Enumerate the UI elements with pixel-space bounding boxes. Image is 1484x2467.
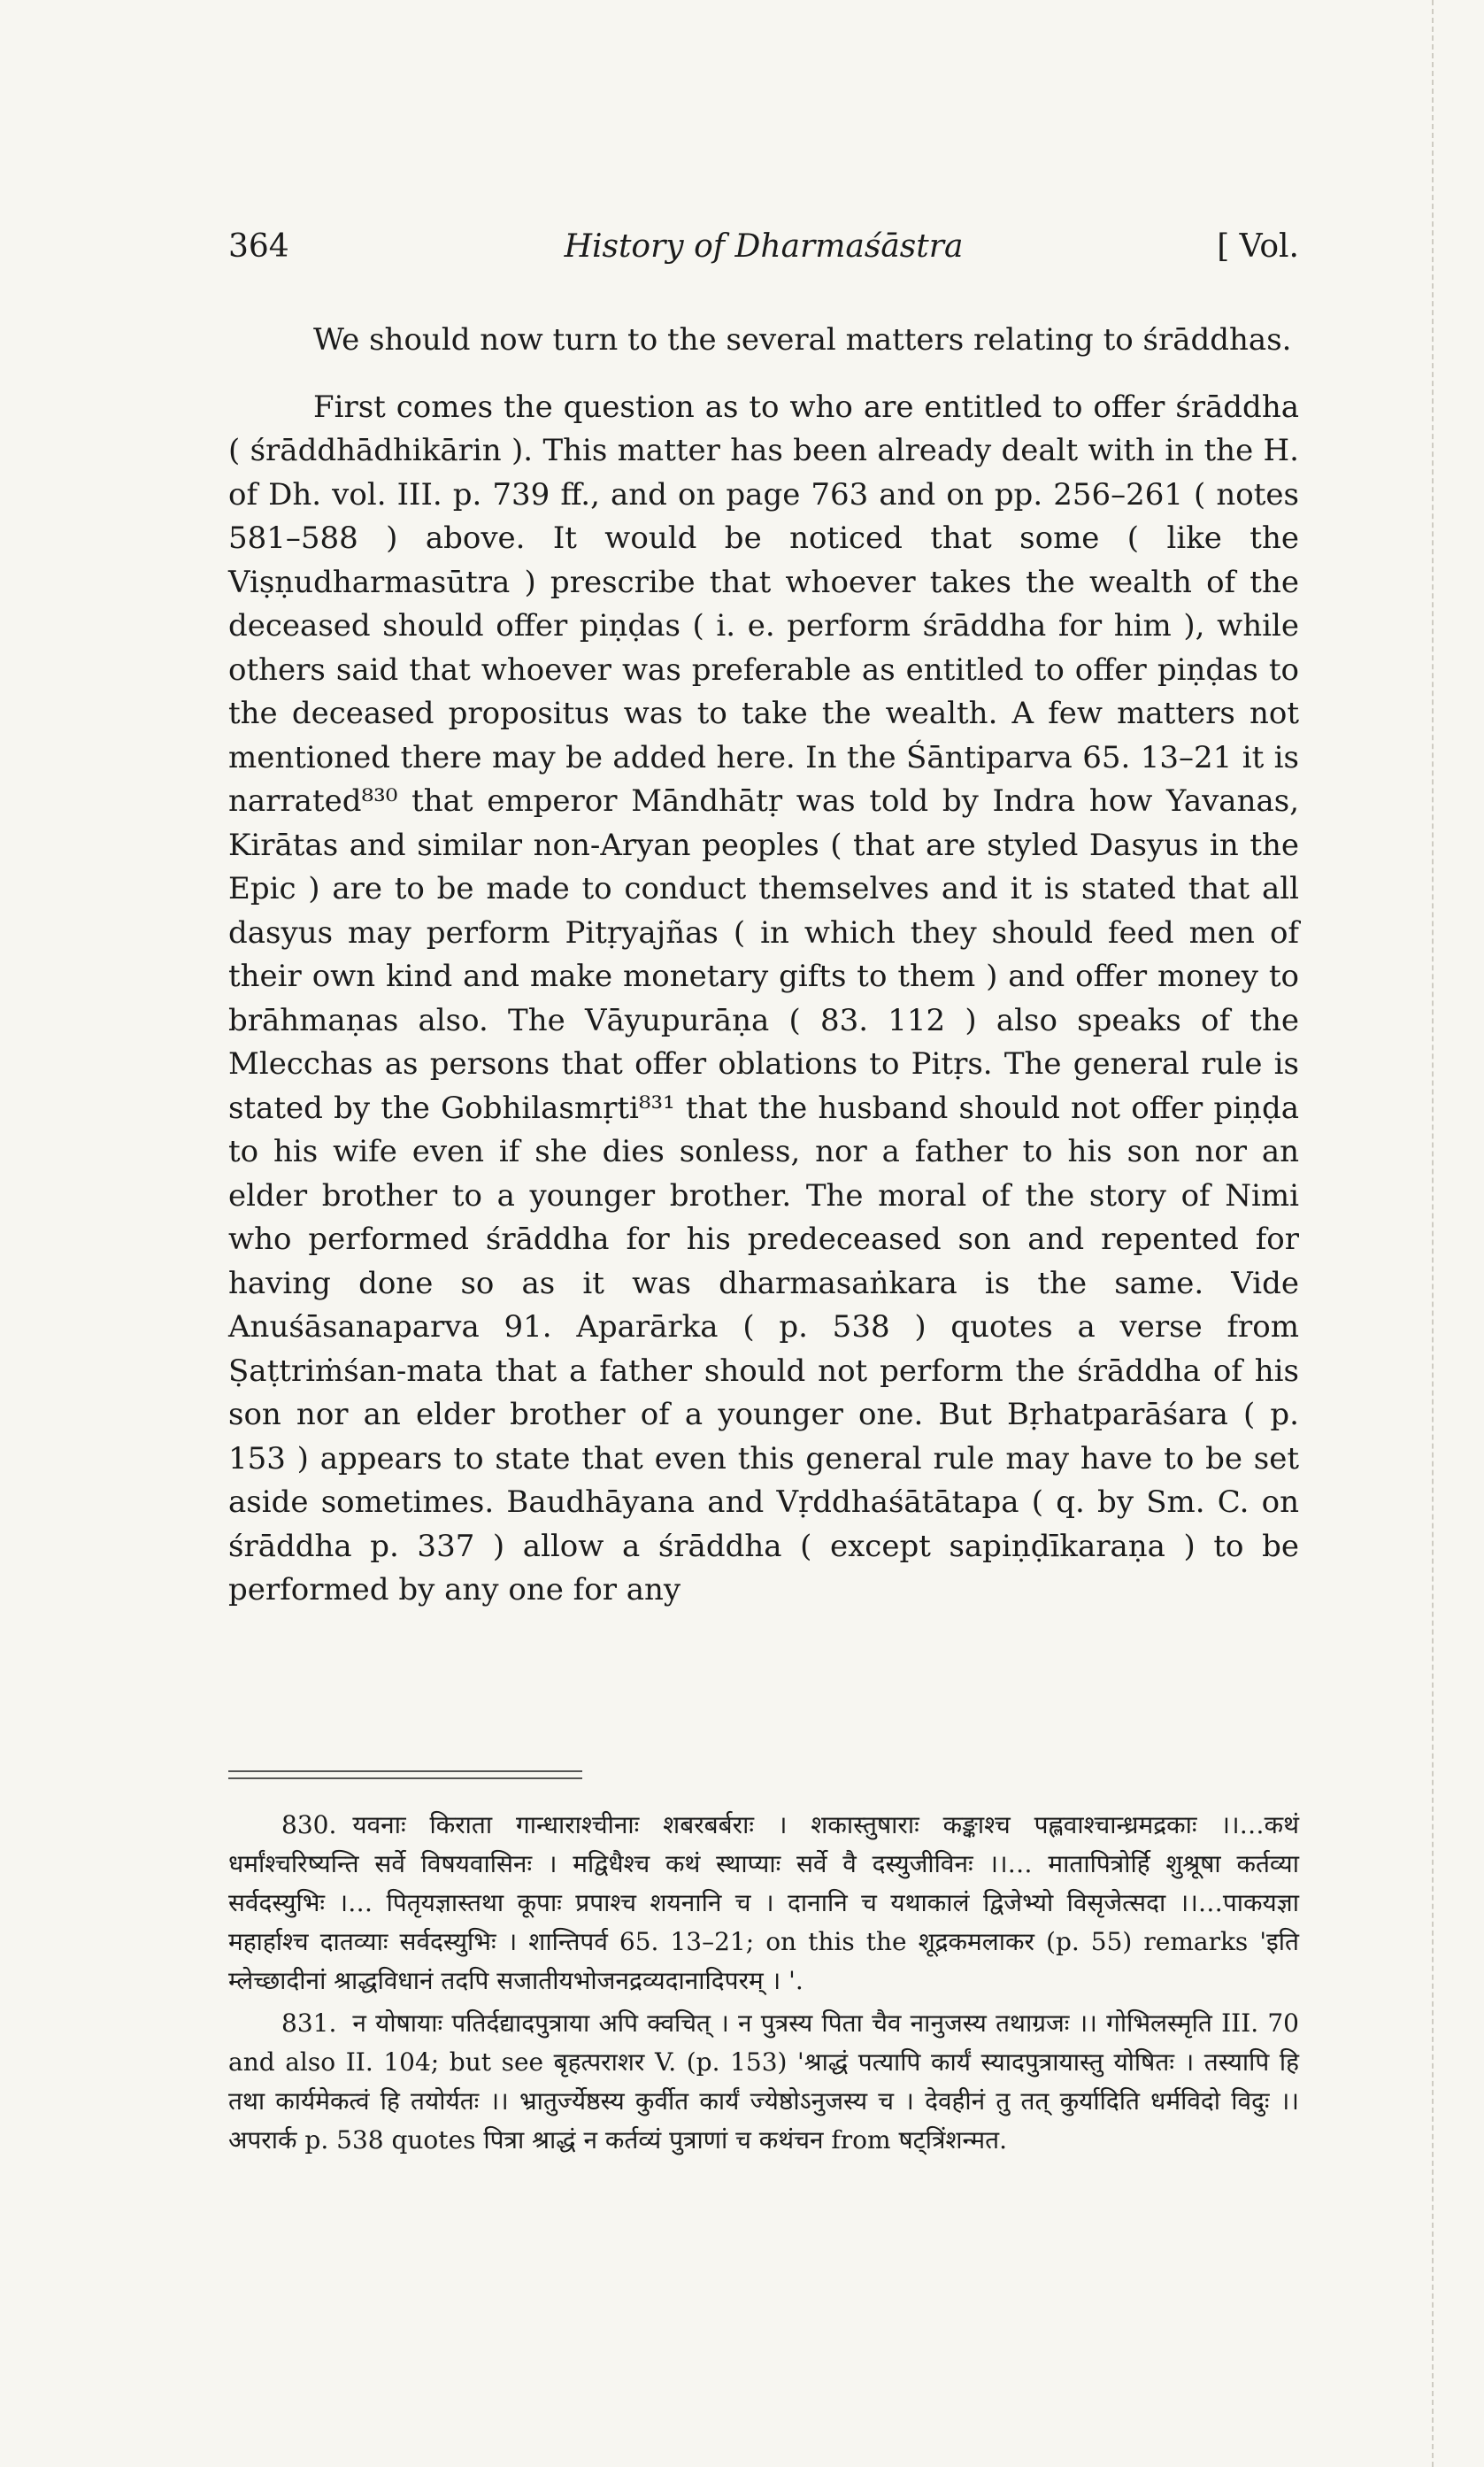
paragraph: First comes the question as to who are entitled to offer śrāddha ( śrāddhādhikārin ). This matter has been already dealt with in the H. of Dh. vol. III. p. 739 ff., and on page 763 and on pp. 256–261 ( notes 581–588 ) above. It would be noticed that some ( like the Viṣṇudharmasūtra ) prescribe that whoever takes the wealth of the deceased should offer piṇḍas ( i. e. perform śrāddha for him ), while others said that whoever was preferable as entitled to offer piṇḍas to the deceased propositus was to take the wealth. A few matters not mentioned there may be added here. In the Śāntiparva 65. 13–21 it is narrated⁸³⁰ that emperor Māndhātṛ was told by Indra how Yavanas, Kirātas and similar non-Aryan peoples ( that are styled Dasyus in the Epic ) are to be made to conduct themselves and it is stated that all dasyus may perform Pitṛyajñas ( in which they should feed men of their own kind and make monetary gifts to them ) and offer money to brāhmaṇas also. The Vāyupurāṇa ( 83. 112 ) also speaks of the Mlecchas as persons that offer oblations to Pitṛs. The general rule is stated by the Gobhilasmṛti⁸³¹ that the husband should not offer piṇḍa to his wife even if she dies sonless, nor a father to his son nor an elder brother to a younger brother. The moral of the story of Nimi who performed śrāddha for his predeceased son and repented for having done so as it was dharmasaṅkara is the same. Vide Anuśāsanaparva 91. Aparārka ( p. 538 ) quotes a verse from Ṣaṭtriṁśan-mata that a father should not perform the śrāddha of his son nor an elder brother of a younger one. But Bṛhatparāśara ( p. 153 ) appears to state that even this general rule may have to be set aside sometimes. Baudhāyana and Vṛddhaśātātapa ( q. by Sm. C. on śrāddha p. 337 ) allow a śrāddha ( except sapiṇḍīkaraṇa ) to be performed by any one for any bbox=[228, 389, 1299, 1607]
running-title: History of Dharmaśāstra bbox=[564, 228, 964, 265]
scan-edge-mark bbox=[1432, 0, 1435, 2467]
page-number: 364 bbox=[228, 228, 289, 265]
volume-label: [ Vol. bbox=[1217, 228, 1299, 265]
footnote-divider bbox=[228, 1770, 582, 1779]
page-header bbox=[228, 228, 1299, 281]
main-text bbox=[228, 319, 1299, 1613]
footnote-number: 831. bbox=[281, 2008, 337, 2038]
footnote-number: 830. bbox=[281, 1810, 337, 1839]
paragraph: We should now turn to the several matters relating to śrāddhas. bbox=[313, 322, 1292, 358]
footnotes bbox=[228, 1806, 1299, 2160]
footnote-831 bbox=[228, 2004, 1299, 2160]
footnote-text: न योषायाः पतिर्दद्यादपुत्राया अपि क्वचित् । न पुत्रस्य पिता चैव नानुजस्य तथाग्रजः ।। गोभिलस्मृति III. 70 and also II. 104; but see बृहत्पराशर V. (p. 153) 'श्राद्धं पत्यापि कार्यं स्यादपुत्रायास्तु योषितः । तस्यापि हि तथा कार्यमेकत्वं हि तयोर्यतः ।। भ्रातुर्ज्येष्ठस्य कुर्वीत कार्यं ज्येष्ठोऽनुजस्य च । देवहीनं तु तत् कुर्यादिति धर्मविदो विदुः ।। अपरार्क p. 538 quotes पित्रा श्राद्धं न कर्तव्यं पुत्राणां च कथंचन from षट्त्रिंशन्मत. bbox=[228, 2008, 1300, 2155]
footnote-830 bbox=[228, 1806, 1299, 2001]
footnote-text: यवनाः किराता गान्धाराश्चीनाः शबरबर्बराः । शकास्तुषाराः कङ्काश्च पह्लवाश्चान्ध्रमद्रकाः ।।…कथं धर्मांश्चरिष्यन्ति सर्वे विषयवासिनः । मद्विधैश्च कथं स्थाप्याः सर्वे वै दस्युजीविनः ।।… मातापित्रोर्हि शुश्रूषा कर्तव्या सर्वदस्युभिः ।… पितृयज्ञास्तथा कूपाः प्रपाश्च शयनानि च । दानानि च यथाकालं द्विजेभ्यो विसृजेत्सदा ।।…पाकयज्ञा महार्हाश्च दातव्याः सर्वदस्युभिः । शान्तिपर्व 65. 13–21; on this the शूद्रकमलाकर (p. 55) remarks 'इति म्लेच्छादीनां श्राद्धविधानं तदपि सजातीयभोजनद्रव्यदानादिपरम् । '. bbox=[228, 1810, 1299, 1995]
